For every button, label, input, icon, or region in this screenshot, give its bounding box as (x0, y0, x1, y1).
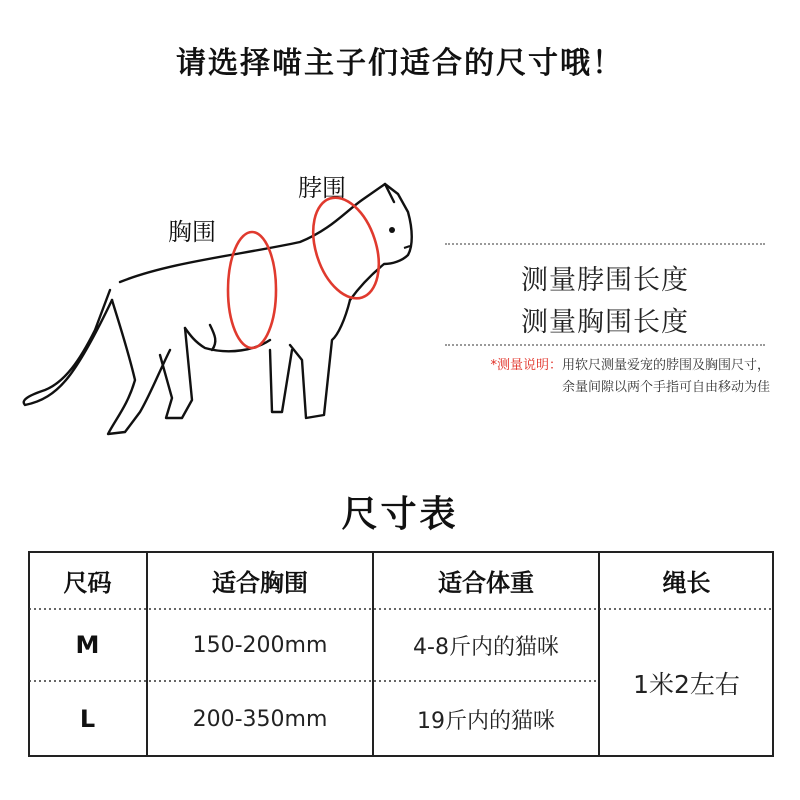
cat-tail (24, 290, 112, 405)
cat-back-leg-near (108, 300, 170, 434)
dotted-divider-bottom (445, 344, 765, 346)
row-m-chest: 150-200mm (192, 632, 328, 658)
note-text-1: 用软尺测量爱宠的脖围及胸围尺寸， (561, 358, 770, 373)
cat-outline-chest (290, 300, 350, 418)
row-m-weight: 4-8斤内的猫咪 (413, 634, 559, 660)
page-headline: 请选择喵主子们适合的尺寸哦！ (176, 46, 624, 81)
note-prefix: *测量说明： (490, 358, 562, 373)
size-table-title: 尺寸表 (341, 494, 459, 535)
cat-chest-fur (210, 325, 215, 350)
cat-eye (389, 227, 395, 233)
row-l-chest: 200-350mm (192, 706, 328, 732)
cat-back-leg-far (160, 328, 192, 418)
header-weight: 适合体重 (438, 568, 534, 597)
measure-neck-text: 测量脖围长度 (521, 265, 689, 296)
header-chest: 适合胸围 (212, 568, 308, 597)
cat-mouth (404, 246, 410, 248)
measurement-note-line2: 余量间隙以两个手指可自由移动为佳 (561, 380, 770, 395)
header-size: 尺码 (63, 568, 112, 597)
row-m-size: M (75, 631, 100, 659)
chest-label: 胸围 (168, 218, 216, 246)
chest-ring (228, 232, 276, 348)
measurement-note-line1 (430, 354, 770, 373)
rope-length-value: 1米2左右 (633, 670, 740, 699)
neck-ring (301, 189, 390, 306)
row-l-weight: 19斤内的猫咪 (417, 708, 555, 734)
dotted-divider-top (445, 243, 765, 245)
row-l-size: L (79, 705, 96, 733)
measure-chest-text: 测量胸围长度 (521, 307, 689, 338)
neck-label: 脖围 (298, 174, 346, 202)
cat-front-leg-back (270, 350, 292, 412)
size-table (28, 551, 774, 757)
header-rope-length: 绳长 (662, 568, 711, 597)
